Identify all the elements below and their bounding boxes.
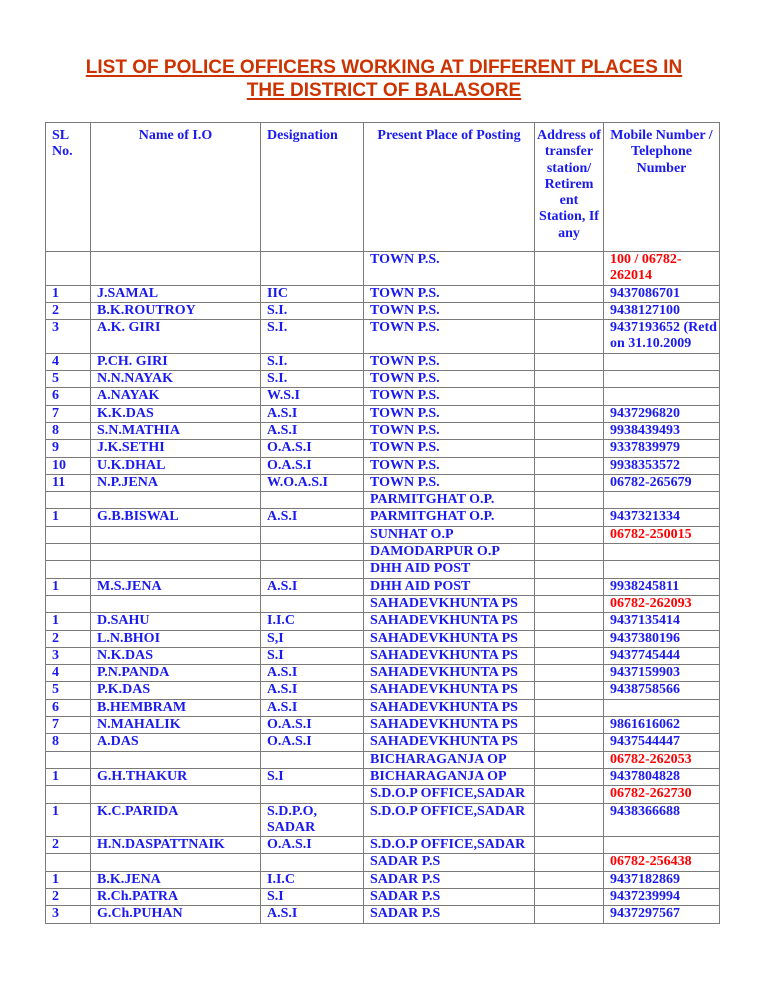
- posting-cell: TOWN P.S.: [364, 457, 535, 474]
- name-cell: S.N.MATHIA: [91, 422, 261, 439]
- sl-cell: 3: [46, 320, 91, 354]
- sl-cell: [46, 544, 91, 561]
- phone-cell: 9337839979: [604, 440, 720, 457]
- designation-cell: [261, 595, 364, 612]
- table-row: [46, 888, 720, 905]
- name-cell: [91, 751, 261, 768]
- sl-cell: 2: [46, 837, 91, 854]
- sl-cell: [46, 561, 91, 578]
- name-cell: B.K.JENA: [91, 871, 261, 888]
- phone-cell: 9437193652 (Retd on 31.10.2009: [604, 320, 720, 354]
- name-cell: N.P.JENA: [91, 474, 261, 491]
- table-row: [46, 474, 720, 491]
- address-cell: [535, 457, 604, 474]
- name-cell: N.N.NAYAK: [91, 371, 261, 388]
- phone-cell: 9437159903: [604, 665, 720, 682]
- sl-cell: 3: [46, 906, 91, 923]
- name-cell: G.H.THAKUR: [91, 768, 261, 785]
- name-cell: [91, 561, 261, 578]
- table-row: [46, 492, 720, 509]
- name-cell: [91, 595, 261, 612]
- posting-cell: DAMODARPUR O.P: [364, 544, 535, 561]
- posting-cell: TOWN P.S.: [364, 388, 535, 405]
- posting-cell: SADAR P.S: [364, 906, 535, 923]
- sl-cell: 2: [46, 888, 91, 905]
- table-row: [46, 871, 720, 888]
- sl-cell: [46, 751, 91, 768]
- sl-cell: 5: [46, 371, 91, 388]
- address-cell: [535, 803, 604, 837]
- sl-cell: 2: [46, 630, 91, 647]
- phone-cell: 06782-262053: [604, 751, 720, 768]
- sl-cell: 2: [46, 302, 91, 319]
- phone-cell: 9437135414: [604, 613, 720, 630]
- table-row: [46, 526, 720, 543]
- sl-cell: 1: [46, 803, 91, 837]
- name-cell: M.S.JENA: [91, 578, 261, 595]
- name-cell: J.SAMAL: [91, 285, 261, 302]
- designation-cell: [261, 252, 364, 286]
- table-row: [46, 613, 720, 630]
- posting-cell: S.D.O.P OFFICE,SADAR: [364, 786, 535, 803]
- name-cell: N.K.DAS: [91, 647, 261, 664]
- designation-cell: A.S.I: [261, 906, 364, 923]
- table-row: [46, 457, 720, 474]
- designation-cell: [261, 492, 364, 509]
- table-row: [46, 320, 720, 354]
- posting-cell: SAHADEVKHUNTA PS: [364, 647, 535, 664]
- designation-cell: S.I: [261, 647, 364, 664]
- posting-cell: DHH AID POST: [364, 578, 535, 595]
- sl-cell: 1: [46, 768, 91, 785]
- sl-cell: 6: [46, 388, 91, 405]
- address-cell: [535, 320, 604, 354]
- address-cell: [535, 595, 604, 612]
- designation-cell: O.A.S.I: [261, 457, 364, 474]
- address-cell: [535, 440, 604, 457]
- designation-cell: IIC: [261, 285, 364, 302]
- address-cell: [535, 544, 604, 561]
- phone-cell: 9437296820: [604, 405, 720, 422]
- designation-cell: [261, 751, 364, 768]
- sl-cell: [46, 854, 91, 871]
- table-row: [46, 717, 720, 734]
- sl-cell: 11: [46, 474, 91, 491]
- phone-cell: 100 / 06782-262014: [604, 252, 720, 286]
- address-cell: [535, 371, 604, 388]
- posting-cell: SAHADEVKHUNTA PS: [364, 717, 535, 734]
- sl-cell: 8: [46, 422, 91, 439]
- posting-cell: TOWN P.S.: [364, 474, 535, 491]
- posting-cell: TOWN P.S.: [364, 371, 535, 388]
- address-cell: [535, 751, 604, 768]
- header-phone: Mobile Number / Telephone Number: [604, 123, 720, 252]
- sl-cell: 1: [46, 871, 91, 888]
- designation-cell: S.I: [261, 888, 364, 905]
- phone-cell: 9437745444: [604, 647, 720, 664]
- header-designation: Designation: [261, 123, 364, 252]
- posting-cell: SAHADEVKHUNTA PS: [364, 699, 535, 716]
- name-cell: [91, 544, 261, 561]
- phone-cell: [604, 371, 720, 388]
- phone-cell: [604, 561, 720, 578]
- phone-cell: 9437239994: [604, 888, 720, 905]
- table-row: [46, 595, 720, 612]
- phone-cell: [604, 492, 720, 509]
- posting-cell: TOWN P.S.: [364, 440, 535, 457]
- name-cell: H.N.DASPATTNAIK: [91, 837, 261, 854]
- phone-cell: 06782-262093: [604, 595, 720, 612]
- designation-cell: S.I.: [261, 371, 364, 388]
- posting-cell: SADAR P.S: [364, 888, 535, 905]
- name-cell: J.K.SETHI: [91, 440, 261, 457]
- table-row: [46, 751, 720, 768]
- designation-cell: A.S.I: [261, 405, 364, 422]
- designation-cell: A.S.I: [261, 665, 364, 682]
- table-row: [46, 422, 720, 439]
- designation-cell: [261, 786, 364, 803]
- designation-cell: S.I: [261, 768, 364, 785]
- posting-cell: S.D.O.P OFFICE,SADAR: [364, 837, 535, 854]
- designation-cell: S.I.: [261, 320, 364, 354]
- title-line-1: LIST OF POLICE OFFICERS WORKING AT DIFFERENT PLACES IN: [85, 57, 683, 78]
- phone-cell: 9437380196: [604, 630, 720, 647]
- table-row: [46, 371, 720, 388]
- designation-cell: [261, 561, 364, 578]
- sl-cell: 4: [46, 665, 91, 682]
- phone-cell: 9438758566: [604, 682, 720, 699]
- designation-cell: O.A.S.I: [261, 734, 364, 751]
- address-cell: [535, 647, 604, 664]
- address-cell: [535, 252, 604, 286]
- posting-cell: TOWN P.S.: [364, 252, 535, 286]
- phone-cell: 9437321334: [604, 509, 720, 526]
- posting-cell: TOWN P.S.: [364, 320, 535, 354]
- sl-cell: 8: [46, 734, 91, 751]
- table-row: [46, 561, 720, 578]
- posting-cell: TOWN P.S.: [364, 353, 535, 370]
- address-cell: [535, 665, 604, 682]
- document-title: [0, 56, 768, 102]
- sl-cell: 7: [46, 717, 91, 734]
- designation-cell: I.I.C: [261, 871, 364, 888]
- posting-cell: TOWN P.S.: [364, 302, 535, 319]
- posting-cell: BICHARAGANJA OP: [364, 768, 535, 785]
- designation-cell: A.S.I: [261, 699, 364, 716]
- designation-cell: A.S.I: [261, 682, 364, 699]
- name-cell: N.MAHALIK: [91, 717, 261, 734]
- name-cell: A.DAS: [91, 734, 261, 751]
- table-row: [46, 647, 720, 664]
- posting-cell: SAHADEVKHUNTA PS: [364, 734, 535, 751]
- officers-table: [45, 122, 720, 924]
- designation-cell: S.I.: [261, 353, 364, 370]
- designation-cell: O.A.S.I: [261, 837, 364, 854]
- posting-cell: BICHARAGANJA OP: [364, 751, 535, 768]
- name-cell: P.K.DAS: [91, 682, 261, 699]
- sl-cell: [46, 595, 91, 612]
- phone-cell: [604, 699, 720, 716]
- phone-cell: 06782-265679: [604, 474, 720, 491]
- posting-cell: SAHADEVKHUNTA PS: [364, 682, 535, 699]
- address-cell: [535, 837, 604, 854]
- table-row: [46, 388, 720, 405]
- phone-cell: 9861616062: [604, 717, 720, 734]
- sl-cell: 1: [46, 578, 91, 595]
- table-row: [46, 285, 720, 302]
- table-row: [46, 405, 720, 422]
- address-cell: [535, 526, 604, 543]
- table-row: [46, 252, 720, 286]
- table-row: [46, 699, 720, 716]
- posting-cell: PARMITGHAT O.P.: [364, 492, 535, 509]
- name-cell: [91, 854, 261, 871]
- phone-cell: 9437297567: [604, 906, 720, 923]
- address-cell: [535, 388, 604, 405]
- phone-cell: [604, 353, 720, 370]
- table-row: [46, 665, 720, 682]
- address-cell: [535, 302, 604, 319]
- designation-cell: [261, 544, 364, 561]
- address-cell: [535, 682, 604, 699]
- name-cell: P.N.PANDA: [91, 665, 261, 682]
- table-row: [46, 544, 720, 561]
- posting-cell: TOWN P.S.: [364, 285, 535, 302]
- designation-cell: W.O.A.S.I: [261, 474, 364, 491]
- name-cell: A.K. GIRI: [91, 320, 261, 354]
- address-cell: [535, 509, 604, 526]
- designation-cell: A.S.I: [261, 578, 364, 595]
- posting-cell: SADAR P.S: [364, 871, 535, 888]
- name-cell: B.HEMBRAM: [91, 699, 261, 716]
- table-row: [46, 837, 720, 854]
- name-cell: R.Ch.PATRA: [91, 888, 261, 905]
- sl-cell: 1: [46, 613, 91, 630]
- table-row: [46, 302, 720, 319]
- sl-cell: 7: [46, 405, 91, 422]
- address-cell: [535, 906, 604, 923]
- phone-cell: 9938439493: [604, 422, 720, 439]
- phone-cell: 06782-256438: [604, 854, 720, 871]
- designation-cell: O.A.S.I: [261, 717, 364, 734]
- designation-cell: S,I: [261, 630, 364, 647]
- sl-cell: [46, 786, 91, 803]
- address-cell: [535, 630, 604, 647]
- address-cell: [535, 699, 604, 716]
- table-row: [46, 906, 720, 923]
- posting-cell: SAHADEVKHUNTA PS: [364, 665, 535, 682]
- sl-cell: 1: [46, 509, 91, 526]
- header-name: Name of I.O: [91, 123, 261, 252]
- table-row: [46, 353, 720, 370]
- phone-cell: [604, 388, 720, 405]
- name-cell: [91, 526, 261, 543]
- name-cell: G.B.BISWAL: [91, 509, 261, 526]
- table-row: [46, 578, 720, 595]
- table-row: [46, 734, 720, 751]
- sl-cell: 10: [46, 457, 91, 474]
- table-row: [46, 630, 720, 647]
- table-row: [46, 768, 720, 785]
- designation-cell: A.S.I: [261, 422, 364, 439]
- sl-cell: [46, 252, 91, 286]
- sl-cell: 4: [46, 353, 91, 370]
- sl-cell: [46, 526, 91, 543]
- name-cell: L.N.BHOI: [91, 630, 261, 647]
- designation-cell: [261, 854, 364, 871]
- address-cell: [535, 405, 604, 422]
- posting-cell: DHH AID POST: [364, 561, 535, 578]
- phone-cell: 06782-250015: [604, 526, 720, 543]
- name-cell: D.SAHU: [91, 613, 261, 630]
- address-cell: [535, 717, 604, 734]
- designation-cell: I.I.C: [261, 613, 364, 630]
- sl-cell: [46, 492, 91, 509]
- phone-cell: 9437544447: [604, 734, 720, 751]
- designation-cell: O.A.S.I: [261, 440, 364, 457]
- phone-cell: 9437804828: [604, 768, 720, 785]
- phone-cell: 9938353572: [604, 457, 720, 474]
- phone-cell: 9437182869: [604, 871, 720, 888]
- name-cell: [91, 252, 261, 286]
- sl-cell: 6: [46, 699, 91, 716]
- table-row: [46, 803, 720, 837]
- sl-cell: 9: [46, 440, 91, 457]
- posting-cell: PARMITGHAT O.P.: [364, 509, 535, 526]
- table-row: [46, 786, 720, 803]
- name-cell: K.K.DAS: [91, 405, 261, 422]
- posting-cell: SAHADEVKHUNTA PS: [364, 630, 535, 647]
- designation-cell: S.I.: [261, 302, 364, 319]
- address-cell: [535, 613, 604, 630]
- phone-cell: [604, 837, 720, 854]
- address-cell: [535, 888, 604, 905]
- table-row: [46, 682, 720, 699]
- address-cell: [535, 492, 604, 509]
- name-cell: P.CH. GIRI: [91, 353, 261, 370]
- table-header-row: [46, 123, 720, 252]
- phone-cell: 9437086701: [604, 285, 720, 302]
- header-posting: Present Place of Posting: [364, 123, 535, 252]
- designation-cell: A.S.I: [261, 509, 364, 526]
- table-row: [46, 854, 720, 871]
- posting-cell: S.D.O.P OFFICE,SADAR: [364, 803, 535, 837]
- name-cell: [91, 786, 261, 803]
- phone-cell: 9438127100: [604, 302, 720, 319]
- address-cell: [535, 768, 604, 785]
- name-cell: K.C.PARIDA: [91, 803, 261, 837]
- address-cell: [535, 871, 604, 888]
- phone-cell: 06782-262730: [604, 786, 720, 803]
- posting-cell: SAHADEVKHUNTA PS: [364, 595, 535, 612]
- phone-cell: 9938245811: [604, 578, 720, 595]
- header-address: Address of transfer station/ Retirem ent Station, If any: [535, 123, 604, 252]
- name-cell: G.Ch.PUHAN: [91, 906, 261, 923]
- address-cell: [535, 422, 604, 439]
- posting-cell: SUNHAT O.P: [364, 526, 535, 543]
- name-cell: B.K.ROUTROY: [91, 302, 261, 319]
- table-row: [46, 440, 720, 457]
- posting-cell: TOWN P.S.: [364, 422, 535, 439]
- designation-cell: [261, 526, 364, 543]
- posting-cell: SADAR P.S: [364, 854, 535, 871]
- sl-cell: 1: [46, 285, 91, 302]
- designation-cell: W.S.I: [261, 388, 364, 405]
- sl-cell: 5: [46, 682, 91, 699]
- address-cell: [535, 578, 604, 595]
- address-cell: [535, 353, 604, 370]
- address-cell: [535, 854, 604, 871]
- phone-cell: 9438366688: [604, 803, 720, 837]
- name-cell: A.NAYAK: [91, 388, 261, 405]
- table-row: [46, 509, 720, 526]
- address-cell: [535, 561, 604, 578]
- title-line-2: THE DISTRICT OF BALASORE: [246, 80, 522, 101]
- sl-cell: 3: [46, 647, 91, 664]
- posting-cell: TOWN P.S.: [364, 405, 535, 422]
- designation-cell: S.D.P.O, SADAR: [261, 803, 364, 837]
- address-cell: [535, 474, 604, 491]
- address-cell: [535, 786, 604, 803]
- name-cell: U.K.DHAL: [91, 457, 261, 474]
- posting-cell: SAHADEVKHUNTA PS: [364, 613, 535, 630]
- address-cell: [535, 734, 604, 751]
- name-cell: [91, 492, 261, 509]
- address-cell: [535, 285, 604, 302]
- phone-cell: [604, 544, 720, 561]
- header-sl: SL No.: [46, 123, 91, 252]
